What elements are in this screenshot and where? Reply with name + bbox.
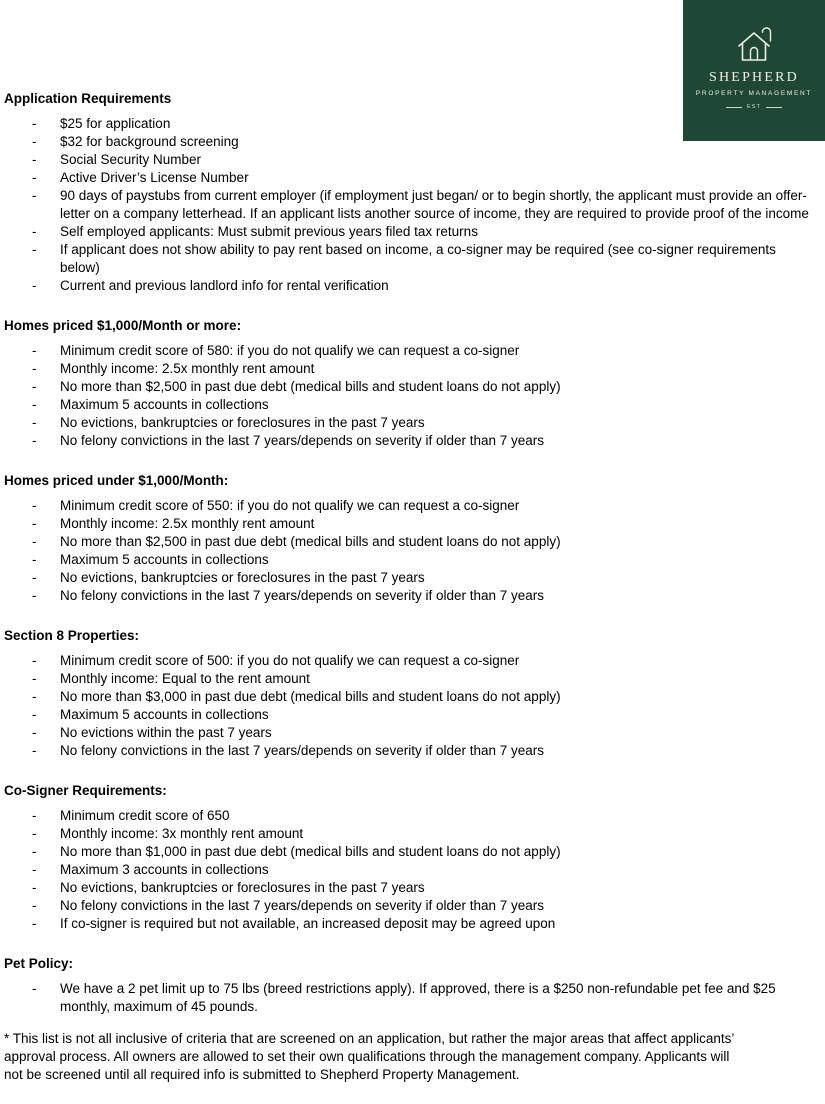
list-item-text: Monthly income: 2.5x monthly rent amount bbox=[60, 516, 315, 531]
list-item bbox=[4, 223, 816, 241]
dash-bullet: - bbox=[32, 152, 37, 167]
list-item bbox=[4, 742, 816, 760]
section-list bbox=[4, 497, 817, 605]
list-item bbox=[4, 515, 816, 533]
dash-bullet: - bbox=[32, 707, 37, 722]
list-item bbox=[4, 277, 816, 295]
list-item-text: No more than $1,000 in past due debt (medical bills and student loans do not apply) bbox=[60, 844, 561, 859]
list-item bbox=[4, 652, 816, 670]
list-item bbox=[4, 187, 816, 223]
section-list bbox=[4, 980, 817, 1016]
sections-container bbox=[4, 90, 817, 1016]
list-item-text: $25 for application bbox=[60, 116, 171, 131]
list-item bbox=[4, 414, 816, 432]
list-item-text: Monthly income: 2.5x monthly rent amount bbox=[60, 361, 315, 376]
section bbox=[4, 90, 817, 295]
brand-est-label: EST bbox=[726, 104, 782, 110]
dash-bullet: - bbox=[32, 671, 37, 686]
dash-bullet: - bbox=[32, 689, 37, 704]
dash-bullet: - bbox=[32, 242, 37, 257]
dash-bullet: - bbox=[32, 653, 37, 668]
list-item bbox=[4, 533, 816, 551]
section-heading: Application Requirements bbox=[4, 91, 172, 106]
list-item bbox=[4, 897, 816, 915]
section-list bbox=[4, 652, 817, 760]
list-item bbox=[4, 915, 816, 933]
section bbox=[4, 627, 817, 760]
list-item-text: Current and previous landlord info for rental verification bbox=[60, 278, 389, 293]
list-item-text: Maximum 5 accounts in collections bbox=[60, 707, 269, 722]
list-item bbox=[4, 879, 816, 897]
dash-bullet: - bbox=[32, 898, 37, 913]
list-item bbox=[4, 807, 816, 825]
footnote: * This list is not all inclusive of criteria that are screened on an application, but rather the major areas that affect applicants’ approval process. All owners are allowed to set their own qualifications through the management company. Applicants will not be screened until all required info is submitted to Shepherd Property Management. bbox=[4, 1031, 734, 1082]
list-item-text: No evictions within the past 7 years bbox=[60, 725, 272, 740]
dash-bullet: - bbox=[32, 224, 37, 239]
list-item-text: Monthly income: Equal to the rent amount bbox=[60, 671, 310, 686]
brand-subtitle: PROPERTY MANAGEMENT bbox=[695, 90, 813, 97]
list-item-text: No felony convictions in the last 7 years/depends on severity if older than 7 years bbox=[60, 588, 545, 603]
dash-bullet: - bbox=[32, 498, 37, 513]
brand-name: SHEPHERD bbox=[709, 70, 799, 85]
list-item bbox=[4, 587, 816, 605]
section-heading: Homes priced under $1,000/Month: bbox=[4, 473, 229, 488]
list-item-text: If applicant does not show ability to pay rent based on income, a co-signer may be required (see co-signer requirements below) bbox=[60, 242, 776, 275]
list-item bbox=[4, 551, 816, 569]
dash-bullet: - bbox=[32, 170, 37, 185]
list-item-text: No more than $2,500 in past due debt (medical bills and student loans do not apply) bbox=[60, 534, 561, 549]
dash-bullet: - bbox=[32, 343, 37, 358]
dash-bullet: - bbox=[32, 588, 37, 603]
list-item-text: We have a 2 pet limit up to 75 lbs (breed restrictions apply). If approved, there is a $250 non-refundable pet fee and $25 monthly, maximum of 45 pounds. bbox=[60, 981, 776, 1014]
list-item-text: 90 days of paystubs from current employer (if employment just began/ or to begin shortly, the applicant must provide an offer-letter on a company letterhead. If an applicant lists another source of income, they are required to provide proof of the income bbox=[60, 188, 809, 221]
dash-bullet: - bbox=[32, 379, 37, 394]
list-item-text: Minimum credit score of 650 bbox=[60, 808, 230, 823]
list-item-text: No felony convictions in the last 7 years/depends on severity if older than 7 years bbox=[60, 433, 545, 448]
list-item-text: Minimum credit score of 580: if you do not qualify we can request a co-signer bbox=[60, 343, 520, 358]
list-item bbox=[4, 861, 816, 879]
dash-bullet: - bbox=[32, 134, 37, 149]
list-item bbox=[4, 396, 816, 414]
list-item-text: Maximum 5 accounts in collections bbox=[60, 552, 269, 567]
list-item-text: Active Driver’s License Number bbox=[60, 170, 249, 185]
dash-bullet: - bbox=[32, 844, 37, 859]
list-item bbox=[4, 342, 816, 360]
section bbox=[4, 955, 817, 1016]
dash-bullet: - bbox=[32, 743, 37, 758]
list-item-text: Self employed applicants: Must submit previous years filed tax returns bbox=[60, 224, 478, 239]
list-item bbox=[4, 825, 816, 843]
list-item bbox=[4, 133, 816, 151]
dash-bullet: - bbox=[32, 278, 37, 293]
dash-bullet: - bbox=[32, 916, 37, 931]
dash-bullet: - bbox=[32, 116, 37, 131]
list-item-text: No evictions, bankruptcies or foreclosures in the past 7 years bbox=[60, 415, 425, 430]
list-item bbox=[4, 497, 816, 515]
list-item-text: $32 for background screening bbox=[60, 134, 239, 149]
list-item-text: No evictions, bankruptcies or foreclosures in the past 7 years bbox=[60, 570, 425, 585]
section bbox=[4, 472, 817, 605]
dash-bullet: - bbox=[32, 397, 37, 412]
list-item bbox=[4, 688, 816, 706]
dash-bullet: - bbox=[32, 433, 37, 448]
list-item bbox=[4, 360, 816, 378]
list-item-text: Minimum credit score of 550: if you do not qualify we can request a co-signer bbox=[60, 498, 520, 513]
section-heading: Pet Policy: bbox=[4, 956, 74, 971]
list-item bbox=[4, 115, 816, 133]
list-item-text: Monthly income: 3x monthly rent amount bbox=[60, 826, 304, 841]
list-item bbox=[4, 241, 816, 277]
list-item-text: Social Security Number bbox=[60, 152, 202, 167]
list-item-text: Maximum 3 accounts in collections bbox=[60, 862, 269, 877]
dash-bullet: - bbox=[32, 570, 37, 585]
section bbox=[4, 317, 817, 450]
section bbox=[4, 782, 817, 933]
list-item bbox=[4, 706, 816, 724]
section-list bbox=[4, 807, 817, 933]
dash-bullet: - bbox=[32, 826, 37, 841]
list-item bbox=[4, 432, 816, 450]
list-item-text: Minimum credit score of 500: if you do not qualify we can request a co-signer bbox=[60, 653, 520, 668]
dash-bullet: - bbox=[32, 534, 37, 549]
dash-bullet: - bbox=[32, 880, 37, 895]
dash-bullet: - bbox=[32, 188, 37, 203]
dash-bullet: - bbox=[32, 415, 37, 430]
dash-bullet: - bbox=[32, 516, 37, 531]
section-heading: Homes priced $1,000/Month or more: bbox=[4, 318, 242, 333]
list-item bbox=[4, 843, 816, 861]
list-item bbox=[4, 980, 816, 1016]
dash-bullet: - bbox=[32, 552, 37, 567]
list-item bbox=[4, 169, 816, 187]
list-item bbox=[4, 378, 816, 396]
dash-bullet: - bbox=[32, 361, 37, 376]
dash-bullet: - bbox=[32, 981, 37, 996]
list-item-text: No evictions, bankruptcies or foreclosures in the past 7 years bbox=[60, 880, 425, 895]
list-item bbox=[4, 670, 816, 688]
section-list bbox=[4, 115, 817, 295]
list-item-text: No more than $2,500 in past due debt (medical bills and student loans do not apply) bbox=[60, 379, 561, 394]
dash-bullet: - bbox=[32, 808, 37, 823]
section-heading: Section 8 Properties: bbox=[4, 628, 140, 643]
section-list bbox=[4, 342, 817, 450]
list-item-text: Maximum 5 accounts in collections bbox=[60, 397, 269, 412]
section-heading: Co-Signer Requirements: bbox=[4, 783, 167, 798]
list-item-text: No felony convictions in the last 7 years/depends on severity if older than 7 years bbox=[60, 898, 545, 913]
list-item bbox=[4, 569, 816, 587]
dash-bullet: - bbox=[32, 725, 37, 740]
dash-bullet: - bbox=[32, 862, 37, 877]
list-item-text: If co-signer is required but not available, an increased deposit may be agreed upon bbox=[60, 916, 556, 931]
list-item bbox=[4, 724, 816, 742]
list-item bbox=[4, 151, 816, 169]
list-item-text: No felony convictions in the last 7 years/depends on severity if older than 7 years bbox=[60, 743, 545, 758]
list-item-text: No more than $3,000 in past due debt (medical bills and student loans do not apply) bbox=[60, 689, 561, 704]
